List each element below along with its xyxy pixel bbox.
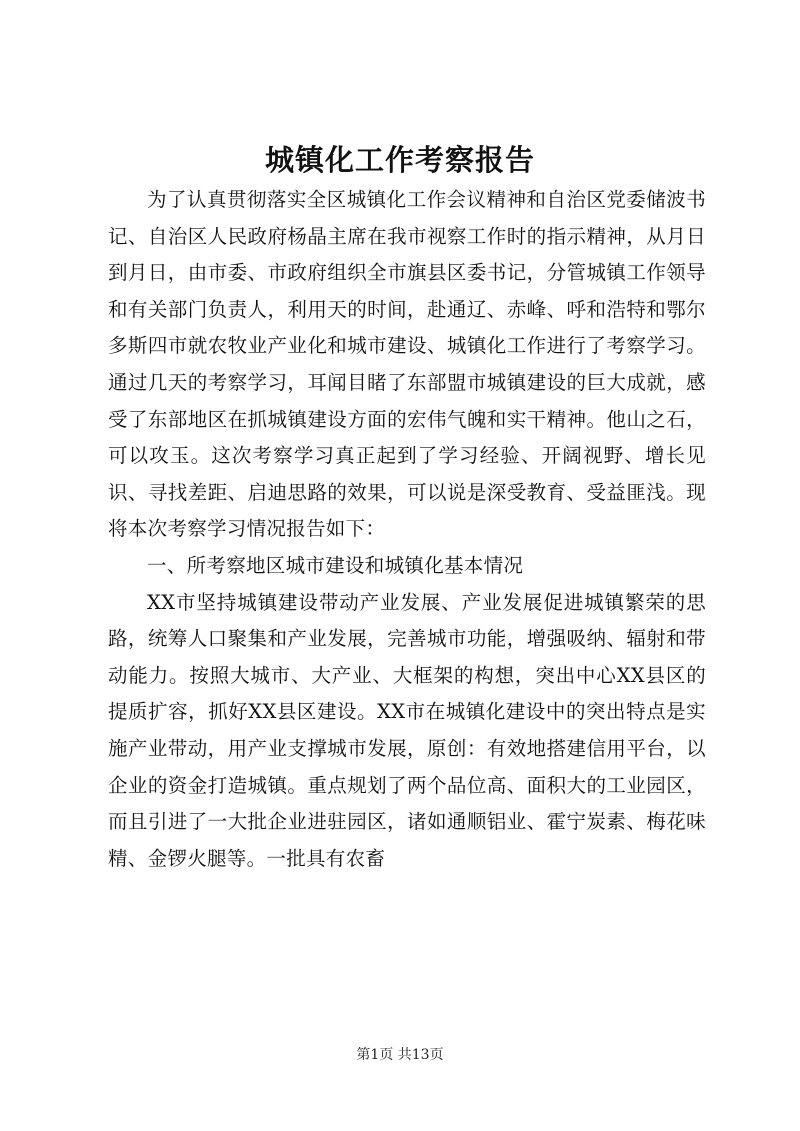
document-body	[108, 182, 706, 877]
paragraph-intro: 为了认真贯彻落实全区城镇化工作会议精神和自治区党委储波书记、自治区人民政府杨晶主席在我市视察工作时的指示精神，从月日到月日，由市委、市政府组织全市旗县区委书记，分管城镇工作领导和有关部门负责人，利用天的时间，赴通辽、赤峰、呼和浩特和鄂尔多斯四市就农牧业产业化和城市建设、城镇化工作进行了考察学习。通过几天的考察学习，耳闻目睹了东部盟市城镇建设的巨大成就，感受了东部地区在抓城镇建设方面的宏伟气魄和实干精神。他山之石，可以攻玉。这次考察学习真正起到了学习经验、开阔视野、增长见识、寻找差距、启迪思路的效果，可以说是深受教育、受益匪浅。现将本次考察学习情况报告如下：	[108, 188, 706, 541]
document-title: 城镇化工作考察报告	[264, 143, 535, 177]
paragraph-body: XX市坚持城镇建设带动产业发展、产业发展促进城镇繁荣的思路，统筹人口聚集和产业发展，完善城市功能，增强吸纳、辐射和带动能力。按照大城市、大产业、大框架的构想，突出中心XX县区的提质扩容，抓好XX县区建设。XX市在城镇化建设中的突出特点是实施产业带动，用产业支撑城市发展，原创：有效地搭建信用平台，以企业的资金打造城镇。重点规划了两个品位高、面积大的工业园区，而且引进了一大批企业进驻园区，诸如通顺铝业、霍宁炭素、梅花味精、金锣火腿等。一批具有农畜	[108, 590, 706, 870]
section-heading: 一、所考察地区城市建设和城镇化基本情况	[147, 553, 524, 577]
page-footer: 第1页 共13页	[356, 1047, 444, 1063]
